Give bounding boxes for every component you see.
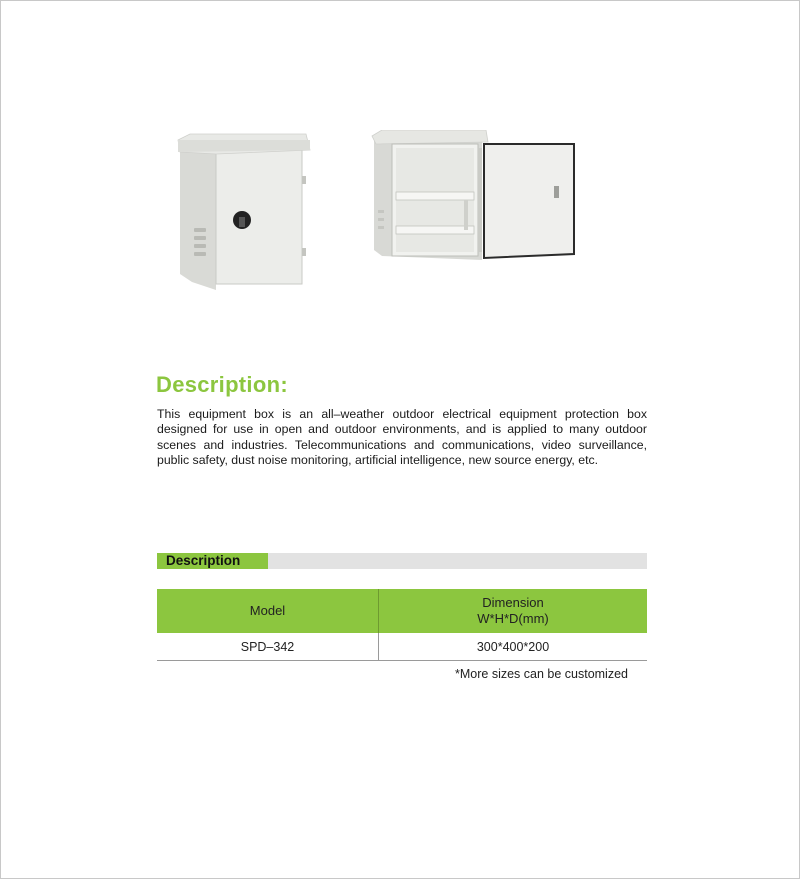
cell-model: SPD–342	[157, 633, 379, 661]
spec-table	[157, 589, 647, 661]
description-heading: Description:	[156, 372, 288, 397]
description-paragraph: This equipment box is an all–weather outdoor electrical equipment protection box designed for use in open and outdoor environments, and is applied to many outdoor scenes and industries. Telecommunications and communications, video surveillance, public safety, dust noise monitoring, artificial intelligence, new source energy, etc.	[157, 407, 647, 467]
customization-note: *More sizes can be customized	[455, 667, 628, 681]
header-dimension	[379, 589, 648, 633]
table-row	[157, 633, 647, 661]
header-dimension-line2: W*H*D(mm)	[477, 611, 549, 626]
header-model: Model	[157, 589, 379, 633]
cell-dimension: 300*400*200	[379, 633, 648, 661]
section-bar	[157, 553, 647, 569]
enclosure-open-photo	[368, 130, 580, 264]
section-label: Description	[157, 553, 268, 569]
table-header-row	[157, 589, 647, 633]
header-dimension-line1: Dimension	[482, 595, 544, 610]
enclosure-closed-photo	[172, 130, 314, 290]
